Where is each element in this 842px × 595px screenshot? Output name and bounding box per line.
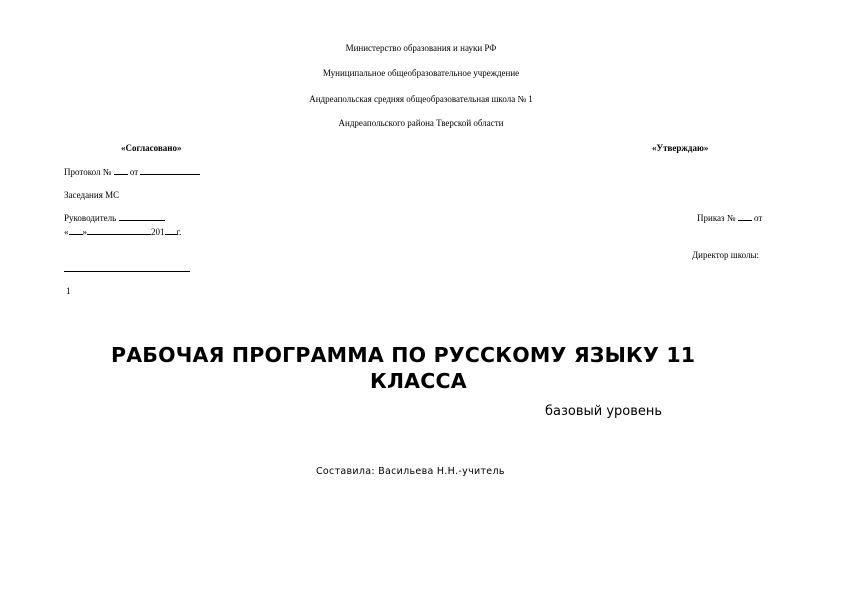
order-number-blank bbox=[738, 212, 752, 221]
head-signature-blank bbox=[119, 212, 165, 221]
protocol-date-blank bbox=[140, 166, 200, 175]
year-suffix: г. bbox=[176, 227, 182, 237]
director-signature-line bbox=[64, 271, 190, 272]
date-line bbox=[64, 226, 181, 237]
head-label: Руководитель bbox=[64, 213, 117, 223]
protocol-line bbox=[64, 166, 200, 177]
protocol-number-blank bbox=[114, 166, 128, 175]
order-line bbox=[697, 212, 762, 223]
date-close-quote: » bbox=[82, 227, 87, 237]
director-label: Директор школы: bbox=[692, 250, 760, 260]
program-title-line1: РАБОЧАЯ ПРОГРАММА ПО РУССКОМУ ЯЗЫКУ 11 bbox=[111, 343, 696, 367]
date-open-quote: « bbox=[64, 227, 69, 237]
head-line bbox=[64, 212, 165, 223]
year-blank bbox=[165, 226, 177, 235]
ministry-line: Министерство образования и науки РФ bbox=[345, 43, 497, 53]
meeting-label: Заседания МС bbox=[64, 190, 120, 200]
agreed-heading: «Согласовано» bbox=[121, 143, 182, 153]
day-blank bbox=[69, 226, 83, 235]
institution-type-line: Муниципальное общеобразовательное учреждение bbox=[322, 68, 520, 78]
program-title-line2: КЛАССА bbox=[370, 369, 467, 393]
order-from-label: от bbox=[753, 213, 763, 223]
page-number: 1 bbox=[66, 286, 71, 296]
year-prefix: 201 bbox=[151, 227, 165, 237]
protocol-from-label: от bbox=[129, 167, 139, 177]
program-level: базовый уровень bbox=[545, 404, 663, 419]
protocol-label: Протокол № bbox=[64, 167, 112, 177]
month-blank bbox=[87, 226, 151, 235]
district-line: Андреапольского района Тверской области bbox=[338, 118, 504, 128]
school-name-line: Андреапольская средняя общеобразовательная школа № 1 bbox=[309, 94, 533, 104]
approved-heading: «Утверждаю» bbox=[652, 143, 709, 153]
author-line: Составила: Васильева Н.Н.-учитель bbox=[316, 466, 505, 477]
order-label: Приказ № bbox=[697, 213, 736, 223]
